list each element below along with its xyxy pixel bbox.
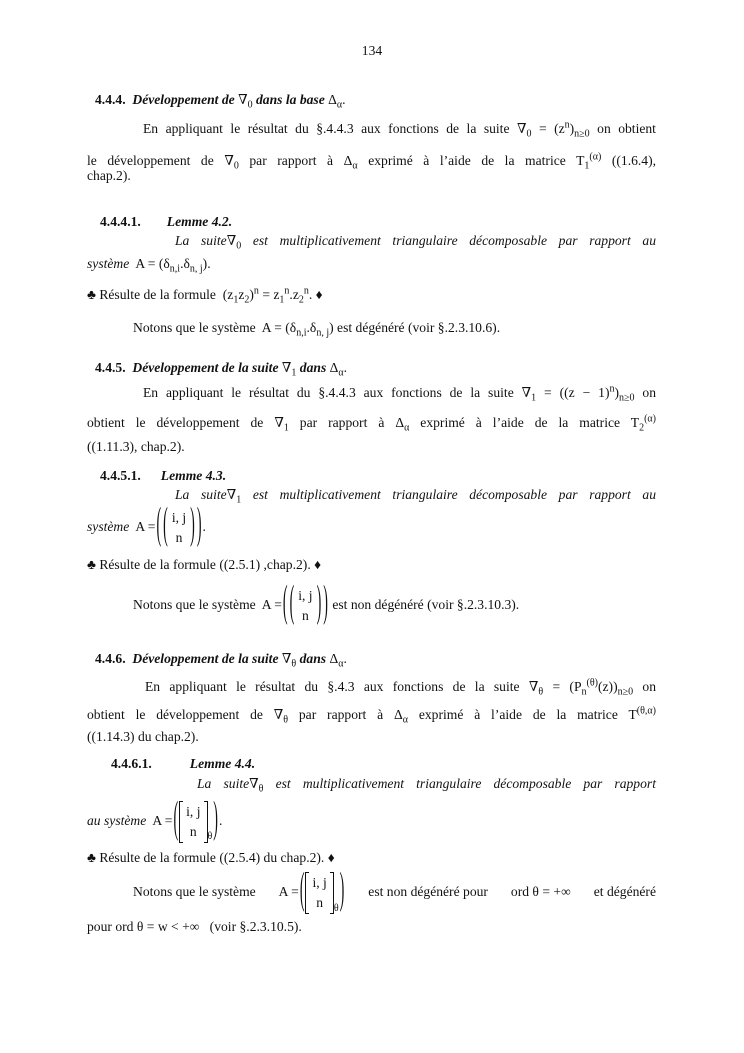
club-icon: ♣ xyxy=(87,850,96,865)
paragraph-line: le développement de $\nabla_0$ par rapport à $\Delta_\alpha$ exprimé à l’aide de la matrice $T_1^{(\alpha)}$ ((1.6.4), xyxy=(87,151,657,172)
club-icon: ♣ xyxy=(87,557,96,572)
paragraph-line: En appliquant le résultat du §.4.3 aux fonctions de la suite $\nabla_\theta = (P_n^{(\theta)}(z))_{n\ge 0}$ on xyxy=(145,677,656,698)
note-line: Notons que le système A = ( i, j n $_\theta$ ) est non dégénéré pour ord θ = +∞ et dégénéré xyxy=(133,867,656,916)
paragraph-line: ((1.14.3) du chap.2). xyxy=(87,729,199,744)
lemma-statement: système $A = (\delta_{n,i}.\delta_{n, j})$. xyxy=(87,256,211,275)
paragraph-line: obtient le développement de $\nabla_\theta$ par rapport à $\Delta_\alpha$ exprimé à l’aide de la matrice $T^{(\theta,\alpha)}$ xyxy=(87,705,656,726)
paragraph-line: chap.2). xyxy=(87,168,131,183)
lemma-statement: La $suite\nabla_\theta$ est multiplicativement triangulaire décomposable par rapport xyxy=(197,776,656,795)
diamond-icon: ♦ xyxy=(315,287,323,302)
lemma-statement: système A = ( ( i, j n ) ) . xyxy=(87,502,206,551)
diamond-icon: ♦ xyxy=(314,557,322,572)
section-heading-4-4-5: 4.4.5. Développement de la suite $\nabla_1$ dans $\Delta_\alpha$. xyxy=(95,360,348,379)
diamond-icon: ♦ xyxy=(327,850,335,865)
lemma-statement: au système A = ( i, j n $_\theta$ ) . xyxy=(87,796,223,845)
proof-line: ♣ Résulte de la formule ((2.5.1) ,chap.2). ♦ xyxy=(87,557,322,572)
lemma-statement: La $suite\nabla_0$ est multiplicativement triangulaire décomposable par rapport au xyxy=(175,233,656,252)
paragraph-line: pour ord θ = w < +∞ (voir §.2.3.10.5). xyxy=(87,919,302,934)
lemma-statement: La $suite\nabla_1$ est multiplicativement triangulaire décomposable par rapport au xyxy=(175,487,656,506)
page-number: 134 xyxy=(361,43,383,58)
paragraph-line: obtient le développement de $\nabla_1$ par rapport à $\Delta_\alpha$ exprimé à l’aide de la matrice $T_2^{(\alpha)}$ xyxy=(87,413,656,434)
club-icon: ♣ xyxy=(87,287,96,302)
note-line: Notons que le système $A = (\delta_{n,i}.\delta_{n, j})$ est dégénéré (voir §.2.3.10.6). xyxy=(133,320,501,339)
lemma-heading-4-2: 4.4.4.1. Lemme 4.2. xyxy=(100,214,233,229)
paragraph-line: ((1.11.3), chap.2). xyxy=(87,439,185,454)
note-line: Notons que le système A = ( ( i, j n ) ) est non dégénéré (voir §.2.3.10.3). xyxy=(133,580,520,629)
section-heading-4-4-4: 4.4.4. Développement de $\nabla_0$ dans la base $\Delta_\alpha$. xyxy=(95,92,346,111)
lemma-heading-4-3: 4.4.5.1. Lemme 4.3. xyxy=(100,468,227,483)
lemma-heading-4-4: 4.4.6.1. Lemme 4.4. xyxy=(111,756,256,771)
section-heading-4-4-6: 4.4.6. Développement de la suite $\nabla_\theta$ dans $\Delta_\alpha$. xyxy=(95,651,347,670)
paragraph-line: En appliquant le résultat du §.4.4.3 aux fonctions de la suite $\nabla_0 = (z^n)_{n\ge 0}$ on obtient xyxy=(143,119,656,140)
paragraph-line: En appliquant le résultat du §.4.4.3 aux fonctions de la suite $\nabla_1 = ((z - 1)^n)_{n\ge 0}$ on xyxy=(143,383,656,404)
proof-line: ♣ Résulte de la formule $(z_1z_2)^n = z_1^n.z_2^n$. ♦ xyxy=(87,285,323,306)
proof-line: ♣ Résulte de la formule ((2.5.4) du chap.2). ♦ xyxy=(87,850,335,865)
